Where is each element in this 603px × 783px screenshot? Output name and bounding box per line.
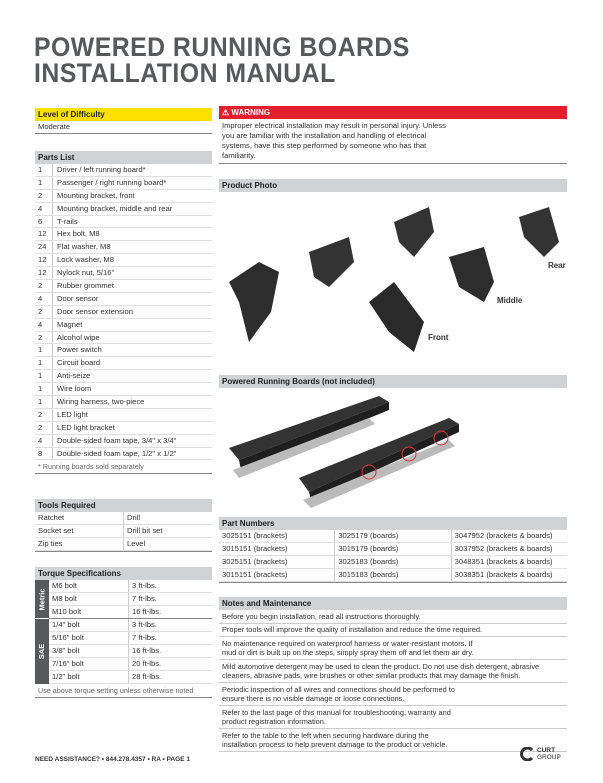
tools-header: Tools Required bbox=[35, 499, 212, 512]
product-photo bbox=[219, 192, 567, 368]
part-quantity: 1 bbox=[35, 344, 53, 356]
parts-row bbox=[35, 332, 212, 345]
part-description: Driver / left running board* bbox=[57, 165, 146, 174]
parts-row bbox=[35, 177, 212, 190]
logo-bottom: GROUP bbox=[537, 754, 561, 761]
parts-row bbox=[35, 422, 212, 435]
part-description: Door sensor extension bbox=[57, 306, 133, 316]
part-quantity: 4 bbox=[35, 293, 53, 305]
note-item: No maintenance required on waterproof harness or water-resistant motors. If mud or dirt is built up on the steps, simply spray them off and let them air dry. bbox=[219, 637, 567, 660]
part-description: Anti-seize bbox=[57, 371, 91, 381]
torque-table bbox=[35, 580, 212, 684]
parts-row bbox=[35, 435, 212, 448]
part-quantity: 2 bbox=[35, 409, 53, 421]
part-description: Mounting bracket, middle and rear bbox=[57, 203, 173, 213]
torque-value: 28 ft-lbs. bbox=[132, 672, 162, 682]
parts-list bbox=[35, 164, 212, 460]
parts-row bbox=[35, 409, 212, 422]
note-item: Proper tools will improve the quality of installation and reduce the time required. bbox=[219, 624, 567, 638]
part-number-row bbox=[219, 569, 567, 582]
parts-row bbox=[35, 254, 212, 267]
torque-value: 3 ft-lbs. bbox=[132, 581, 157, 591]
part-quantity: 4 bbox=[35, 203, 53, 215]
warning-icon: ⚠ bbox=[222, 108, 232, 117]
parts-row bbox=[35, 306, 212, 319]
note-item: Mild automotive detergent may be used to clean the product. Do not use dish detergent, abrasive cleaners, abrasive pads, wire brushes or other similar products that may damage the finish. bbox=[219, 660, 567, 683]
part-quantity: 6 bbox=[35, 216, 53, 228]
part-description: Double-sided foam tape, 1/2" x 1/2" bbox=[57, 448, 177, 458]
right-column bbox=[219, 106, 567, 752]
part-quantity: 1 bbox=[35, 164, 53, 176]
part-number: 3025179 (boards) bbox=[335, 530, 451, 542]
tool-item: Drill bbox=[127, 513, 141, 523]
curt-logo-icon bbox=[520, 747, 534, 761]
torque-value: 3 ft-lbs. bbox=[132, 620, 157, 630]
part-numbers-header: Part Numbers bbox=[219, 517, 567, 530]
tool-item: Zip ties bbox=[35, 538, 124, 550]
part-quantity: 2 bbox=[35, 306, 53, 318]
notes-header: Notes and Maintenance bbox=[219, 597, 567, 610]
title-line-1: POWERED RUNNING BOARDS bbox=[34, 32, 410, 62]
bolt-size: M10 bolt bbox=[49, 606, 129, 618]
tools-table bbox=[35, 512, 212, 552]
part-description: Circuit board bbox=[57, 358, 101, 368]
part-quantity: 1 bbox=[35, 370, 53, 382]
tools-row bbox=[35, 538, 212, 551]
note-item: Refer to the last page of this manual for troubleshooting, warranty and product registration information. bbox=[219, 706, 567, 729]
part-description: Hex bolt, M8 bbox=[57, 229, 100, 239]
torque-row bbox=[49, 580, 212, 593]
torque-row bbox=[49, 658, 212, 671]
parts-row bbox=[35, 190, 212, 203]
torque-row bbox=[49, 606, 212, 619]
part-number: 3015151 (brackets) bbox=[219, 569, 335, 581]
part-description: Mounting bracket, front bbox=[57, 190, 135, 200]
part-description: LED light bbox=[57, 409, 88, 419]
part-description: Lock washer, M8 bbox=[57, 255, 114, 265]
parts-row bbox=[35, 203, 212, 216]
part-quantity: 24 bbox=[35, 241, 53, 253]
label-middle: Middle bbox=[497, 296, 523, 305]
bolt-size: M8 bolt bbox=[49, 593, 129, 605]
left-column bbox=[35, 108, 212, 698]
part-number: 3047952 (brackets & boards) bbox=[454, 531, 553, 540]
part-quantity: 1 bbox=[35, 357, 53, 369]
logo-top: CURT bbox=[537, 747, 556, 754]
part-description: Door sensor bbox=[57, 293, 99, 303]
part-number: 3025151 (brackets) bbox=[219, 530, 335, 542]
note-item: Before you begin installation, read all instructions thoroughly. bbox=[219, 610, 567, 624]
tool-item: Ratchet bbox=[35, 512, 124, 524]
bolt-size: M6 bolt bbox=[49, 580, 129, 592]
part-number: 3025151 (brackets) bbox=[219, 556, 335, 568]
part-description: Magnet bbox=[57, 319, 83, 329]
part-number: 3015183 (boards) bbox=[335, 569, 451, 581]
torque-row bbox=[49, 619, 212, 632]
part-number: 3025183 (boards) bbox=[335, 556, 451, 568]
difficulty-value: Moderate bbox=[35, 121, 212, 134]
bolt-size: 1/4" bolt bbox=[49, 619, 129, 631]
boards-header: Powered Running Boards (not included) bbox=[219, 375, 567, 388]
running-boards-illustration bbox=[219, 388, 567, 510]
part-description: Wiring harness, two-piece bbox=[57, 397, 145, 407]
tool-item: Socket set bbox=[35, 525, 124, 537]
part-description: Wire loom bbox=[57, 384, 92, 394]
torque-row bbox=[49, 593, 212, 606]
tool-item: Drill bit set bbox=[127, 526, 163, 536]
metric-label: Metric bbox=[37, 588, 47, 611]
bolt-size: 7/16" bolt bbox=[49, 658, 129, 670]
parts-row bbox=[35, 293, 212, 306]
part-description: LED light bracket bbox=[57, 422, 115, 432]
torque-row bbox=[49, 645, 212, 658]
part-quantity: 8 bbox=[35, 448, 53, 460]
notes-list bbox=[219, 610, 567, 752]
parts-row bbox=[35, 396, 212, 409]
brackets-image bbox=[219, 192, 567, 368]
note-item: Refer to the table to the left when securing hardware during the installation process to help prevent damage to the product or vehicle. bbox=[219, 729, 567, 752]
torque-row bbox=[49, 632, 212, 645]
bolt-size: 1/2" bolt bbox=[49, 671, 129, 683]
part-quantity: 1 bbox=[35, 383, 53, 395]
part-number-row bbox=[219, 530, 567, 543]
part-description: Power switch bbox=[57, 345, 102, 355]
note-item: Periodic inspection of all wires and connections should be performed to ensure there is no visible damage or loose connections. bbox=[219, 683, 567, 706]
parts-row bbox=[35, 370, 212, 383]
bolt-size: 5/16" bolt bbox=[49, 632, 129, 644]
parts-row bbox=[35, 448, 212, 461]
torque-note: Use above torque setting unless otherwise noted bbox=[35, 684, 212, 698]
part-quantity: 1 bbox=[35, 396, 53, 408]
parts-row bbox=[35, 216, 212, 229]
torque-value: 16 ft-lbs. bbox=[132, 607, 162, 617]
parts-row bbox=[35, 267, 212, 280]
part-quantity: 12 bbox=[35, 267, 53, 279]
part-number: 3038351 (brackets & boards) bbox=[454, 570, 553, 579]
part-description: Alcohol wipe bbox=[57, 332, 100, 342]
difficulty-header: Level of Difficulty bbox=[35, 108, 212, 121]
part-description: Passenger / right running board* bbox=[57, 177, 167, 187]
bolt-size: 3/8" bolt bbox=[49, 645, 129, 657]
part-quantity: 2 bbox=[35, 422, 53, 434]
warning-title: WARNING bbox=[231, 108, 271, 117]
boards-image bbox=[219, 388, 567, 510]
part-description: Nylock nut, 5/16" bbox=[57, 268, 115, 278]
label-rear: Rear bbox=[548, 261, 566, 270]
parts-row bbox=[35, 228, 212, 241]
part-quantity: 2 bbox=[35, 332, 53, 344]
part-quantity: 4 bbox=[35, 435, 53, 447]
part-numbers-table bbox=[219, 530, 567, 583]
product-photo-header: Product Photo bbox=[219, 179, 567, 192]
part-number: 3015151 (brackets) bbox=[219, 543, 335, 555]
tool-item: Level bbox=[127, 539, 146, 549]
parts-row bbox=[35, 344, 212, 357]
part-quantity: 4 bbox=[35, 319, 53, 331]
part-number-row bbox=[219, 556, 567, 569]
torque-value: 16 ft-lbs. bbox=[132, 646, 162, 656]
footer-assistance: NEED ASSISTANCE? • 844.278.4357 • RA • PAGE 1 bbox=[35, 756, 190, 763]
parts-list-header: Parts List bbox=[35, 151, 212, 164]
torque-value: 7 ft-lbs. bbox=[132, 633, 157, 643]
warning-header bbox=[219, 106, 567, 119]
part-description: Flat washer, M8 bbox=[57, 242, 111, 252]
part-number: 3048351 (brackets & boards) bbox=[454, 557, 553, 566]
parts-row bbox=[35, 383, 212, 396]
tools-row bbox=[35, 525, 212, 538]
parts-row bbox=[35, 357, 212, 370]
label-front: Front bbox=[428, 333, 449, 342]
part-description: T-rails bbox=[57, 216, 78, 226]
part-quantity: 12 bbox=[35, 254, 53, 266]
parts-row bbox=[35, 164, 212, 177]
title-line-2: INSTALLATION MANUAL bbox=[34, 58, 336, 88]
tools-row bbox=[35, 512, 212, 525]
part-quantity: 12 bbox=[35, 228, 53, 240]
page-title bbox=[34, 34, 410, 86]
part-description: Rubber grommet bbox=[57, 281, 114, 291]
parts-footnote: * Running boards sold separately bbox=[35, 460, 212, 474]
part-number-row bbox=[219, 543, 567, 556]
warning-text: Improper electrical installation may result in personal injury. Unless you are familiar with the installation and handling of electrical systems, have this step performed by someone who has that familiarity. bbox=[219, 119, 567, 164]
part-description: Double-sided foam tape, 3/4" x 3/4" bbox=[57, 435, 177, 445]
torque-value: 20 ft-lbs. bbox=[132, 659, 162, 669]
part-number: 3037952 (brackets & boards) bbox=[454, 544, 553, 553]
curt-group-logo bbox=[520, 747, 561, 761]
part-number: 3015179 (boards) bbox=[335, 543, 451, 555]
torque-value: 7 ft-lbs. bbox=[132, 594, 157, 604]
parts-row bbox=[35, 280, 212, 293]
parts-row bbox=[35, 319, 212, 332]
sae-label: SAE bbox=[37, 643, 47, 660]
parts-row bbox=[35, 241, 212, 254]
part-quantity: 2 bbox=[35, 190, 53, 202]
torque-row bbox=[49, 671, 212, 684]
part-quantity: 1 bbox=[35, 177, 53, 189]
torque-header: Torque Specifications bbox=[35, 567, 212, 580]
part-quantity: 2 bbox=[35, 280, 53, 292]
